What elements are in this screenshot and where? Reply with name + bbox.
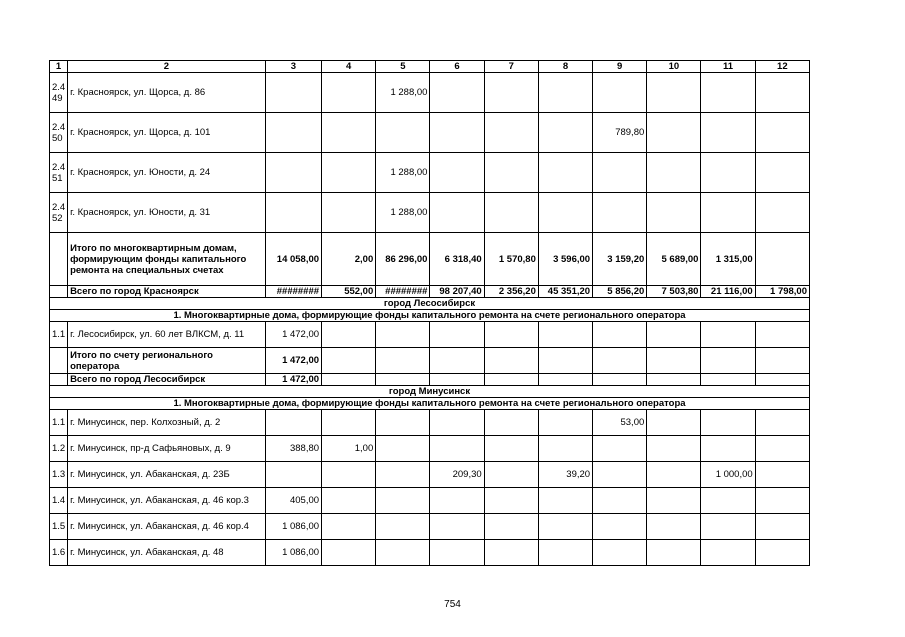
table-row xyxy=(50,410,810,436)
table-row xyxy=(50,462,810,488)
value-cell xyxy=(538,73,592,113)
value-cell: 3 596,00 xyxy=(538,233,592,286)
value-cell: ######## xyxy=(265,286,321,298)
value-cell: 1 798,00 xyxy=(755,286,809,298)
value-cell xyxy=(322,193,376,233)
value-cell xyxy=(647,410,701,436)
value-cell xyxy=(322,348,376,374)
value-cell xyxy=(484,322,538,348)
value-cell xyxy=(265,113,321,153)
value-cell: 3 159,20 xyxy=(593,233,647,286)
value-cell xyxy=(376,514,430,540)
row-index: 2.4 51 xyxy=(50,153,68,193)
total-row xyxy=(50,233,810,286)
value-cell xyxy=(430,540,484,566)
total-row xyxy=(50,374,810,386)
page-number: 754 xyxy=(444,599,461,610)
value-cell xyxy=(484,410,538,436)
row-index: 1.1 xyxy=(50,322,68,348)
value-cell xyxy=(593,322,647,348)
column-header: 4 xyxy=(322,61,376,73)
value-cell xyxy=(647,73,701,113)
value-cell xyxy=(593,374,647,386)
value-cell xyxy=(538,410,592,436)
value-cell xyxy=(376,462,430,488)
value-cell: 86 296,00 xyxy=(376,233,430,286)
value-cell xyxy=(538,322,592,348)
value-cell xyxy=(538,436,592,462)
value-cell xyxy=(484,348,538,374)
value-cell xyxy=(376,113,430,153)
row-index: 1.5 xyxy=(50,514,68,540)
value-cell xyxy=(538,488,592,514)
value-cell xyxy=(701,348,755,374)
total-row xyxy=(50,286,810,298)
value-cell: 1 472,00 xyxy=(265,374,321,386)
value-cell xyxy=(538,374,592,386)
value-cell: 388,80 xyxy=(265,436,321,462)
section-heading: 1. Многоквартирные дома, формирующие фонды капитального ремонта на счете регионального оператора xyxy=(50,310,810,322)
value-cell: 5 689,00 xyxy=(647,233,701,286)
value-cell xyxy=(484,488,538,514)
address-cell: г. Минусинск, ул. Абаканская, д. 46 кор.3 xyxy=(68,488,266,514)
section-heading-row xyxy=(50,298,810,310)
value-cell xyxy=(755,348,809,374)
value-cell: 1 472,00 xyxy=(265,348,321,374)
value-cell xyxy=(484,436,538,462)
value-cell xyxy=(755,113,809,153)
value-cell xyxy=(647,348,701,374)
row-index: 1.1 xyxy=(50,410,68,436)
value-cell xyxy=(265,73,321,113)
column-header: 1 xyxy=(50,61,68,73)
table-row xyxy=(50,73,810,113)
column-header: 12 xyxy=(755,61,809,73)
value-cell xyxy=(265,410,321,436)
value-cell xyxy=(755,488,809,514)
row-index: 1.4 xyxy=(50,488,68,514)
row-index: 1.3 xyxy=(50,462,68,488)
value-cell: 7 503,80 xyxy=(647,286,701,298)
value-cell xyxy=(701,153,755,193)
value-cell xyxy=(376,322,430,348)
value-cell xyxy=(430,348,484,374)
row-index: 1.2 xyxy=(50,436,68,462)
value-cell xyxy=(647,113,701,153)
column-header: 7 xyxy=(484,61,538,73)
value-cell xyxy=(430,410,484,436)
value-cell xyxy=(430,153,484,193)
address-cell: г. Минусинск, пр-д Сафьяновых, д. 9 xyxy=(68,436,266,462)
value-cell: 1 472,00 xyxy=(265,322,321,348)
address-cell: г. Минусинск, ул. Абаканская, д. 46 кор.4 xyxy=(68,514,266,540)
value-cell xyxy=(701,540,755,566)
value-cell xyxy=(593,514,647,540)
table-row xyxy=(50,540,810,566)
value-cell xyxy=(322,462,376,488)
value-cell xyxy=(647,193,701,233)
value-cell xyxy=(755,540,809,566)
total-label: Всего по город Красноярск xyxy=(68,286,266,298)
table-row xyxy=(50,436,810,462)
value-cell xyxy=(593,73,647,113)
address-cell: г. Лесосибирск, ул. 60 лет ВЛКСМ, д. 11 xyxy=(68,322,266,348)
value-cell xyxy=(755,233,809,286)
section-heading-row xyxy=(50,310,810,322)
value-cell xyxy=(755,514,809,540)
value-cell: 1 086,00 xyxy=(265,540,321,566)
value-cell xyxy=(538,153,592,193)
value-cell: 552,00 xyxy=(322,286,376,298)
value-cell xyxy=(755,410,809,436)
row-index: 1.6 xyxy=(50,540,68,566)
value-cell: 1 086,00 xyxy=(265,514,321,540)
value-cell xyxy=(484,462,538,488)
value-cell xyxy=(322,73,376,113)
value-cell xyxy=(538,514,592,540)
column-header: 5 xyxy=(376,61,430,73)
value-cell: 1 315,00 xyxy=(701,233,755,286)
address-cell: г. Красноярск, ул. Юности, д. 31 xyxy=(68,193,266,233)
row-index xyxy=(50,374,68,386)
value-cell xyxy=(538,193,592,233)
column-header: 11 xyxy=(701,61,755,73)
value-cell xyxy=(755,462,809,488)
table-row xyxy=(50,153,810,193)
value-cell xyxy=(484,540,538,566)
value-cell xyxy=(484,374,538,386)
value-cell xyxy=(322,113,376,153)
value-cell: 14 058,00 xyxy=(265,233,321,286)
table-row xyxy=(50,322,810,348)
table-row xyxy=(50,488,810,514)
row-index: 2.4 52 xyxy=(50,193,68,233)
value-cell xyxy=(701,73,755,113)
value-cell xyxy=(538,540,592,566)
column-header: 10 xyxy=(647,61,701,73)
value-cell xyxy=(265,193,321,233)
budget-table xyxy=(49,60,810,566)
value-cell xyxy=(265,462,321,488)
value-cell: 21 116,00 xyxy=(701,286,755,298)
value-cell xyxy=(430,488,484,514)
value-cell xyxy=(593,193,647,233)
row-index xyxy=(50,233,68,286)
value-cell: 39,20 xyxy=(538,462,592,488)
row-index xyxy=(50,348,68,374)
value-cell: 1 570,80 xyxy=(484,233,538,286)
value-cell xyxy=(755,436,809,462)
value-cell xyxy=(376,488,430,514)
value-cell xyxy=(322,488,376,514)
table-row xyxy=(50,113,810,153)
value-cell xyxy=(593,488,647,514)
total-label: Итого по многоквартирным домам, формирующим фонды капитального ремонта на специальных счетах xyxy=(68,233,266,286)
value-cell: 2 356,20 xyxy=(484,286,538,298)
value-cell: 209,30 xyxy=(430,462,484,488)
value-cell xyxy=(484,193,538,233)
column-header: 3 xyxy=(265,61,321,73)
total-row xyxy=(50,348,810,374)
address-cell: г. Красноярск, ул. Щорса, д. 101 xyxy=(68,113,266,153)
value-cell xyxy=(538,113,592,153)
value-cell xyxy=(322,540,376,566)
value-cell: 45 351,20 xyxy=(538,286,592,298)
value-cell xyxy=(430,514,484,540)
section-heading-row xyxy=(50,386,810,398)
value-cell: 1 288,00 xyxy=(376,73,430,113)
value-cell: 1,00 xyxy=(322,436,376,462)
column-header: 2 xyxy=(68,61,266,73)
value-cell xyxy=(755,153,809,193)
value-cell xyxy=(647,514,701,540)
value-cell xyxy=(701,488,755,514)
value-cell xyxy=(701,514,755,540)
value-cell xyxy=(647,374,701,386)
value-cell xyxy=(484,73,538,113)
value-cell xyxy=(755,73,809,113)
value-cell xyxy=(647,436,701,462)
total-label: Итого по счету регионального оператора xyxy=(68,348,266,374)
value-cell xyxy=(701,193,755,233)
column-header: 8 xyxy=(538,61,592,73)
value-cell xyxy=(701,322,755,348)
section-heading: город Лесосибирск xyxy=(50,298,810,310)
value-cell xyxy=(701,436,755,462)
value-cell: 2,00 xyxy=(322,233,376,286)
value-cell xyxy=(376,374,430,386)
value-cell xyxy=(701,410,755,436)
value-cell xyxy=(430,374,484,386)
value-cell: 98 207,40 xyxy=(430,286,484,298)
column-header: 9 xyxy=(593,61,647,73)
table-header-row xyxy=(50,61,810,73)
value-cell xyxy=(322,410,376,436)
value-cell xyxy=(322,374,376,386)
row-index: 2.4 49 xyxy=(50,73,68,113)
value-cell xyxy=(322,514,376,540)
value-cell xyxy=(701,113,755,153)
value-cell xyxy=(430,193,484,233)
value-cell: 5 856,20 xyxy=(593,286,647,298)
value-cell xyxy=(647,488,701,514)
table-row xyxy=(50,514,810,540)
value-cell xyxy=(376,348,430,374)
value-cell xyxy=(755,193,809,233)
value-cell xyxy=(322,153,376,193)
value-cell xyxy=(484,153,538,193)
value-cell xyxy=(755,322,809,348)
address-cell: г. Красноярск, ул. Щорса, д. 86 xyxy=(68,73,266,113)
address-cell: г. Минусинск, ул. Абаканская, д. 23Б xyxy=(68,462,266,488)
row-index xyxy=(50,286,68,298)
value-cell xyxy=(593,153,647,193)
value-cell xyxy=(376,410,430,436)
value-cell: 405,00 xyxy=(265,488,321,514)
value-cell xyxy=(376,540,430,566)
value-cell xyxy=(647,462,701,488)
value-cell: 1 288,00 xyxy=(376,193,430,233)
value-cell xyxy=(430,73,484,113)
value-cell: 53,00 xyxy=(593,410,647,436)
value-cell: 1 000,00 xyxy=(701,462,755,488)
value-cell xyxy=(538,348,592,374)
table-row xyxy=(50,193,810,233)
value-cell xyxy=(647,153,701,193)
value-cell: 6 318,40 xyxy=(430,233,484,286)
value-cell xyxy=(430,113,484,153)
value-cell xyxy=(701,374,755,386)
value-cell xyxy=(647,540,701,566)
value-cell xyxy=(265,153,321,193)
total-label: Всего по город Лесосибирск xyxy=(68,374,266,386)
column-header: 6 xyxy=(430,61,484,73)
value-cell xyxy=(484,113,538,153)
address-cell: г. Красноярск, ул. Юности, д. 24 xyxy=(68,153,266,193)
value-cell xyxy=(322,322,376,348)
value-cell: 1 288,00 xyxy=(376,153,430,193)
address-cell: г. Минусинск, ул. Абаканская, д. 48 xyxy=(68,540,266,566)
section-heading-row xyxy=(50,398,810,410)
value-cell xyxy=(593,540,647,566)
value-cell xyxy=(647,322,701,348)
value-cell: 789,80 xyxy=(593,113,647,153)
value-cell xyxy=(755,374,809,386)
value-cell xyxy=(593,348,647,374)
value-cell xyxy=(430,322,484,348)
value-cell: ######## xyxy=(376,286,430,298)
address-cell: г. Минусинск, пер. Колхозный, д. 2 xyxy=(68,410,266,436)
value-cell xyxy=(593,462,647,488)
section-heading: 1. Многоквартирные дома, формирующие фонды капитального ремонта на счете регионального оператора xyxy=(50,398,810,410)
value-cell xyxy=(376,436,430,462)
value-cell xyxy=(430,436,484,462)
value-cell xyxy=(593,436,647,462)
value-cell xyxy=(484,514,538,540)
row-index: 2.4 50 xyxy=(50,113,68,153)
section-heading: город Минусинск xyxy=(50,386,810,398)
